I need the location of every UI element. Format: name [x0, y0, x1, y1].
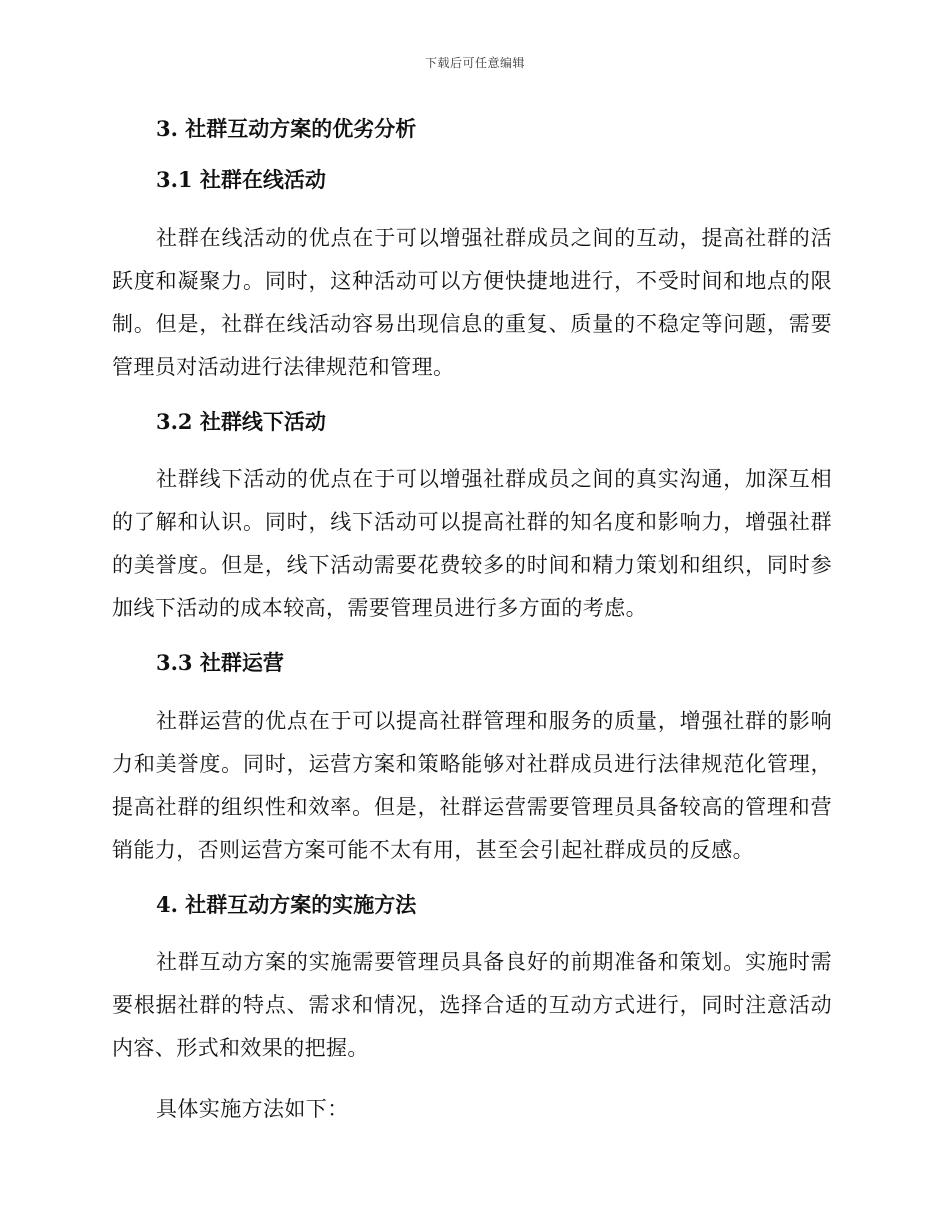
section-3-1-paragraph: 社群在线活动的优点在于可以增强社群成员之间的互动，提高社群的活跃度和凝聚力。同时，这种活动可以方便快捷地进行，不受时间和地点的限制。但是，社群在线活动容易出现信息的重复、质量的不稳定等问题，需要管理员对活动进行法律规范和管理。 — [112, 225, 832, 379]
section-4-lead-paragraph: 具体实施方法如下： — [156, 1096, 349, 1121]
section-3-3-paragraph: 社群运营的优点在于可以提高社群管理和服务的质量，增强社群的影响力和美誉度。同时，运营方案和策略能够对社群成员进行法律规范化管理，提高社群的组织性和效率。但是，社群运营需要管理员具备较高的管理和营销能力，否则运营方案可能不太有用，甚至会引起社群成员的反感。 — [112, 708, 832, 862]
header-note: 下载后可任意编辑 — [424, 56, 525, 70]
section-4-heading: 4. 社群互动方案的实施方法 — [156, 891, 417, 917]
section-3-2-paragraph: 社群线下活动的优点在于可以增强社群成员之间的真实沟通，加深互相的了解和认识。同时，线下活动可以提高社群的知名度和影响力，增强社群的美誉度。但是，线下活动需要花费较多的时间和精力策划和组织，同时参加线下活动的成本较高，需要管理员进行多方面的考虑。 — [112, 467, 832, 621]
section-3-3-heading: 3.3 社群运营 — [156, 650, 284, 676]
section-3-2-heading: 3.2 社群线下活动 — [156, 408, 326, 434]
section-3-1-heading: 3.1 社群在线活动 — [156, 167, 326, 193]
section-4-paragraph: 社群互动方案的实施需要管理员具备良好的前期准备和策划。实施时需要根据社群的特点、需求和情况，选择合适的互动方式进行，同时注意活动内容、形式和效果的把握。 — [112, 949, 832, 1060]
section-3-heading: 3. 社群互动方案的优劣分析 — [156, 116, 417, 141]
document-body — [112, 108, 832, 1131]
